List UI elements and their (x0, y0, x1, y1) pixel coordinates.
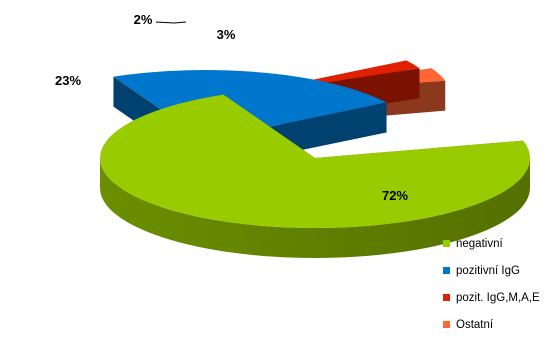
legend-swatch (443, 267, 450, 274)
legend-label: Ostatní (456, 318, 494, 331)
slice-value-label: 2% (133, 12, 153, 27)
legend-item (443, 311, 540, 338)
legend-swatch (443, 321, 450, 328)
slice-value-label: 72% (381, 188, 409, 203)
legend-swatch (443, 240, 450, 247)
legend-item (443, 284, 540, 311)
slice-value-label: 23% (54, 73, 82, 88)
legend-swatch (443, 294, 450, 301)
label-leader-line (156, 22, 186, 23)
legend-label: negativní (456, 237, 503, 250)
legend-label: pozit. IgG,M,A,E (456, 291, 540, 304)
legend-label: pozitivní IgG (456, 264, 520, 277)
legend-item (443, 230, 540, 257)
slice-value-label: 3% (216, 27, 236, 42)
legend (443, 230, 540, 338)
legend-item (443, 257, 540, 284)
